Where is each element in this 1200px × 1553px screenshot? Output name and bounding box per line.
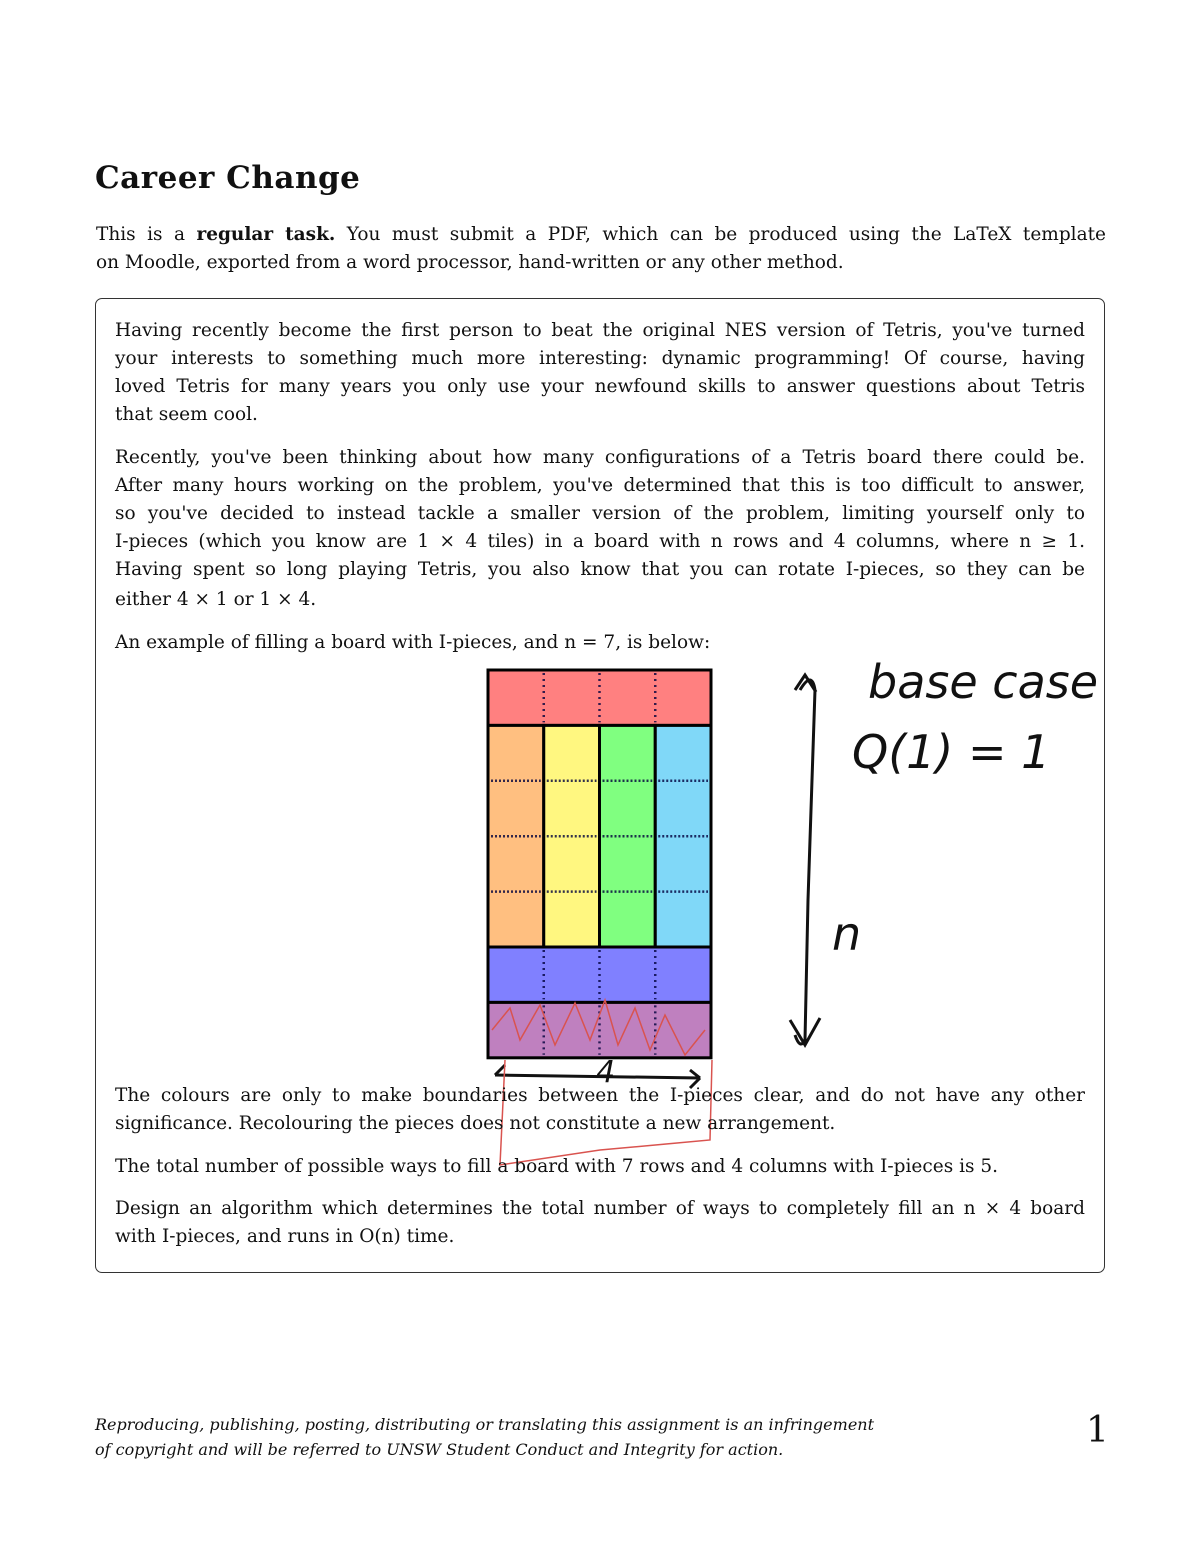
handwriting-n: n — [832, 907, 862, 961]
page-number: 1 — [1086, 1410, 1109, 1451]
intro-text: You must submit a PDF, which can be produced using the LaTeX template — [346, 224, 1106, 245]
intro-text: This is a — [96, 224, 185, 245]
p2-line: Having spent so long playing Tetris, you also know that you can rotate I-pieces, so they can be — [115, 559, 1085, 580]
p1-line: Having recently become the first person to beat the original NES version of Tetris, you've turned — [115, 320, 1085, 341]
p4-line: The colours are only to make boundaries between the I-pieces clear, and do not have any other — [115, 1085, 1085, 1106]
p4-line: significance. Recolouring the pieces does not constitute a new arrangement. — [115, 1113, 836, 1134]
handwriting-4: 4 — [596, 1055, 616, 1090]
intro-line-2: on Moodle, exported from a word processor, hand-written or any other method. — [96, 252, 844, 273]
p2-line: After many hours working on the problem, you've determined that this is too difficult to answer, — [115, 475, 1085, 496]
p1-line: loved Tetris for many years you only use your newfound skills to answer questions about Tetris — [115, 376, 1085, 397]
handwriting-q1: Q(1) = 1 — [852, 725, 1051, 779]
p1-line: your interests to something much more interesting: dynamic programming! Of course, having — [115, 348, 1085, 369]
page-title: Career Change — [95, 160, 361, 196]
regular-task-label: regular task. — [196, 224, 336, 245]
tetris-board — [488, 670, 711, 1058]
p2-line: Recently, you've been thinking about how many configurations of a Tetris board there could be. — [115, 447, 1085, 468]
p3-line: An example of filling a board with I-pieces, and n = 7, is below: — [115, 632, 711, 653]
p2-line: so you've decided to instead tackle a smaller version of the problem, limiting yourself only to — [115, 503, 1085, 524]
p6-line: with I-pieces, and runs in O(n) time. — [115, 1226, 455, 1247]
p6-line: Design an algorithm which determines the total number of ways to completely fill an n × 4 board — [115, 1198, 1085, 1219]
footer-line-2: of copyright and will be referred to UNSW Student Conduct and Integrity for action. — [95, 1440, 784, 1459]
footer-line-1: Reproducing, publishing, posting, distributing or translating this assignment is an infringement — [95, 1415, 875, 1434]
p5-line: The total number of possible ways to fill a board with 7 rows and 4 columns with I-pieces is 5. — [115, 1156, 999, 1177]
p1-line: that seem cool. — [115, 404, 258, 425]
p2-line: either 4 × 1 or 1 × 4. — [115, 589, 317, 610]
p2-line: I-pieces (which you know are 1 × 4 tiles) in a board with n rows and 4 columns, where n ≥ 1. — [115, 531, 1085, 552]
handwriting-base-case: base case — [868, 655, 1099, 709]
height-arrow-icon — [790, 675, 820, 1045]
